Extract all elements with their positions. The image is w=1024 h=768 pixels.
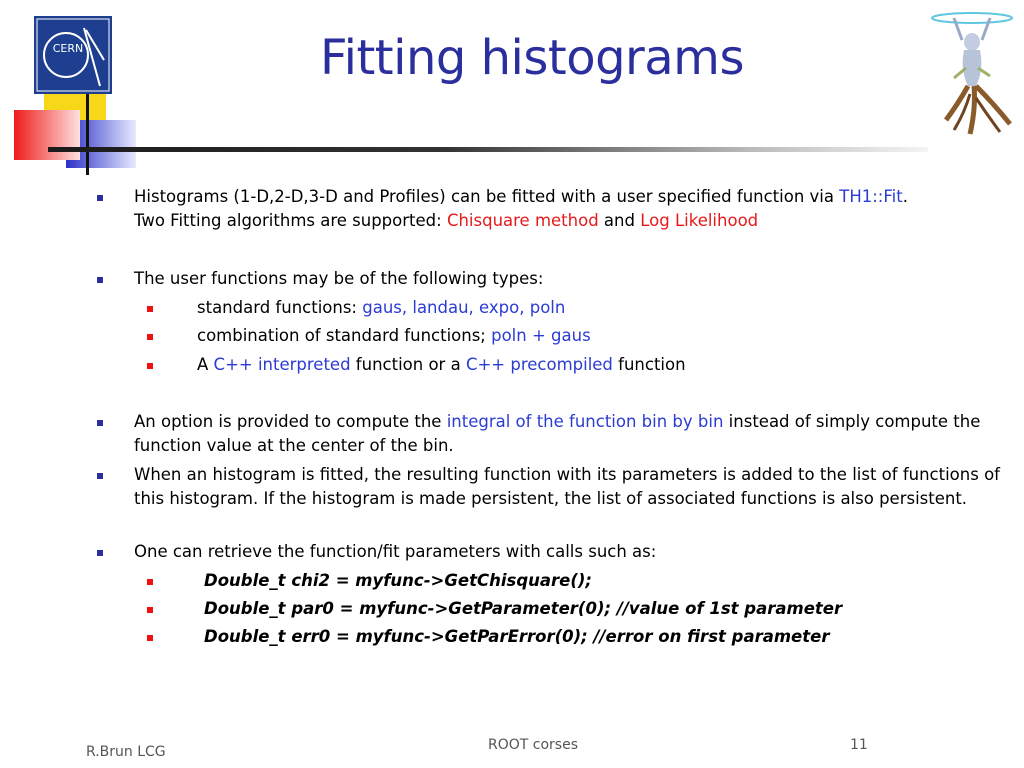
th1-fit-link: TH1::Fit: [839, 187, 903, 206]
code-get-par-error: Double_t err0 = myfunc->GetParError(0); //error on first parameter: [197, 625, 1000, 649]
highlight-text: C++ precompiled: [465, 355, 613, 374]
bullet-persistent-functions: When an histogram is fitted, the resulting function with its parameters is added to the list of functions of this histogram. If the histogram is made persistent, the list of associated functions is also persistent.: [134, 463, 1000, 511]
highlight-text: C++ interpreted: [213, 355, 351, 374]
bullet-text: and: [598, 211, 641, 230]
cern-logo-text: CERN: [52, 42, 84, 55]
sub-bullet-text: function or a: [350, 355, 466, 374]
code-get-parameter: Double_t par0 = myfunc->GetParameter(0); //value of 1st parameter: [197, 597, 1000, 621]
code-get-chisquare: Double_t chi2 = myfunc->GetChisquare();: [197, 569, 1000, 593]
sub-bullet-combination: [197, 324, 1000, 348]
bullet-text: Histograms (1-D,2-D,3-D and Profiles) can be fitted with a user specified function via: [134, 187, 840, 206]
chisquare-method: Chisquare method: [446, 211, 599, 230]
sub-bullet-text: combination of standard functions;: [197, 326, 492, 345]
bullet-text: instead of simply compute the function value at the center of the bin.: [134, 412, 981, 455]
bullet-integral-option: [134, 410, 1000, 458]
log-likelihood: Log Likelihood: [640, 211, 759, 230]
sub-bullet-cpp-function: [197, 353, 1000, 377]
bullet-text: Two Fitting algorithms are supported:: [134, 211, 447, 230]
highlight-text: integral of the function bin by bin: [446, 412, 724, 431]
slide-title: Fitting histograms: [320, 30, 744, 86]
sub-bullet-standard-functions: [197, 296, 1000, 320]
bullet-user-functions: The user functions may be of the following types:: [134, 267, 1000, 291]
footer-page-number: 11: [850, 737, 868, 753]
sub-bullet-text: function: [612, 355, 686, 374]
bullet-text: An option is provided to compute the: [134, 412, 447, 431]
footer-course: ROOT corses: [488, 737, 578, 753]
sub-bullet-text: standard functions:: [197, 298, 363, 317]
highlight-text: poln + gaus: [491, 326, 591, 345]
footer-author: R.Brun LCG: [86, 744, 166, 760]
highlight-text: gaus, landau, expo, poln: [362, 298, 566, 317]
bullet-retrieve-params: One can retrieve the function/fit parameters with calls such as:: [134, 540, 1000, 564]
bullet-fitting-intro: [134, 185, 1000, 233]
sub-bullet-text: A: [197, 355, 214, 374]
bullet-text: .: [902, 187, 908, 206]
